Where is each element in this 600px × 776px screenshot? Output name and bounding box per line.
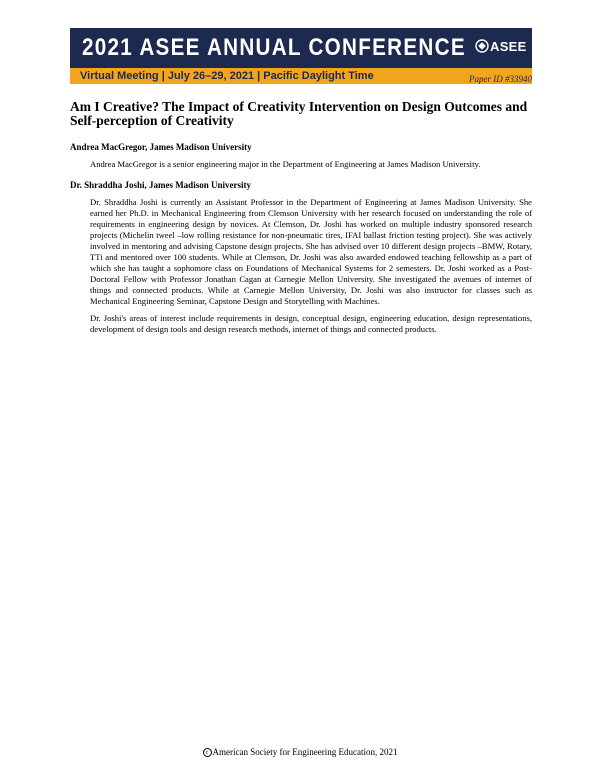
bio-paragraph: Andrea MacGregor is a senior engineering major in the Department of Engineering at James Madison University. <box>90 159 481 169</box>
footer-copyright <box>0 747 600 757</box>
bio-paragraph: Dr. Shraddha Joshi is currently an Assistant Professor in the Department of Engineering at James Madison University. She earned her Ph.D. in Mechanical Engineering from Clemson University with her research focused on understanding the role of requirements in engineering design by novices. At Clemson, Dr. Joshi has worked on multiple industry sponsored research projects (Michelin tweel –low rolling resistance for non-pneumatic tires, IFAI ballast friction testing project). She was actively involved in mentoring and advising Capstone design projects. She has advised over 10 different design projects –BMW, Rotary, TTi and mentored over 100 students. While at Clemson, Dr. Joshi was also awarded endowed teaching fellowship as a part of which she has taught a sophomore class on Foundations of Mechanical Systems for 2 semesters. Dr. Joshi worked as a Post-Doctoral Fellow with Professor Jonathan Cagan at Carnegie Mellon University. She investigated the avenues of internet of things and connected products. While at Carnegie Mellon University, Dr. Joshi was also instructor for classes such as Mechanical Engineering Seminar, Capstone Design and Storytelling with Machines. <box>90 197 532 306</box>
asee-logo-text: ASEE <box>490 38 527 54</box>
paper-content <box>70 100 532 345</box>
banner-subtitle-bar <box>70 68 532 84</box>
author-bio <box>70 159 532 170</box>
author-bio <box>70 197 532 335</box>
author-heading: Dr. Shraddha Joshi, James Madison University <box>70 180 251 190</box>
author-heading: Andrea MacGregor, James Madison University <box>70 142 252 152</box>
conference-subtitle: Virtual Meeting | July 26–29, 2021 | Pacific Daylight Time <box>80 70 374 82</box>
asee-logo <box>475 36 527 56</box>
copyright-icon: c <box>203 748 212 757</box>
paper-id: Paper ID #33940 <box>469 74 532 84</box>
footer-text: American Society for Engineering Education, 2021 <box>212 747 398 757</box>
banner-title-bar <box>70 28 532 68</box>
conference-banner <box>70 28 532 84</box>
bio-paragraph: Dr. Joshi's areas of interest include requirements in design, conceptual design, engineering education, design representations, development of design tools and design research methods, internet of things and connected products. <box>90 313 532 334</box>
asee-logo-icon <box>475 39 489 53</box>
conference-title: 2021 ASEE ANNUAL CONFERENCE <box>82 34 466 61</box>
paper-title: Am I Creative? The Impact of Creativity Intervention on Design Outcomes and Self-perception of Creativity <box>70 99 528 128</box>
